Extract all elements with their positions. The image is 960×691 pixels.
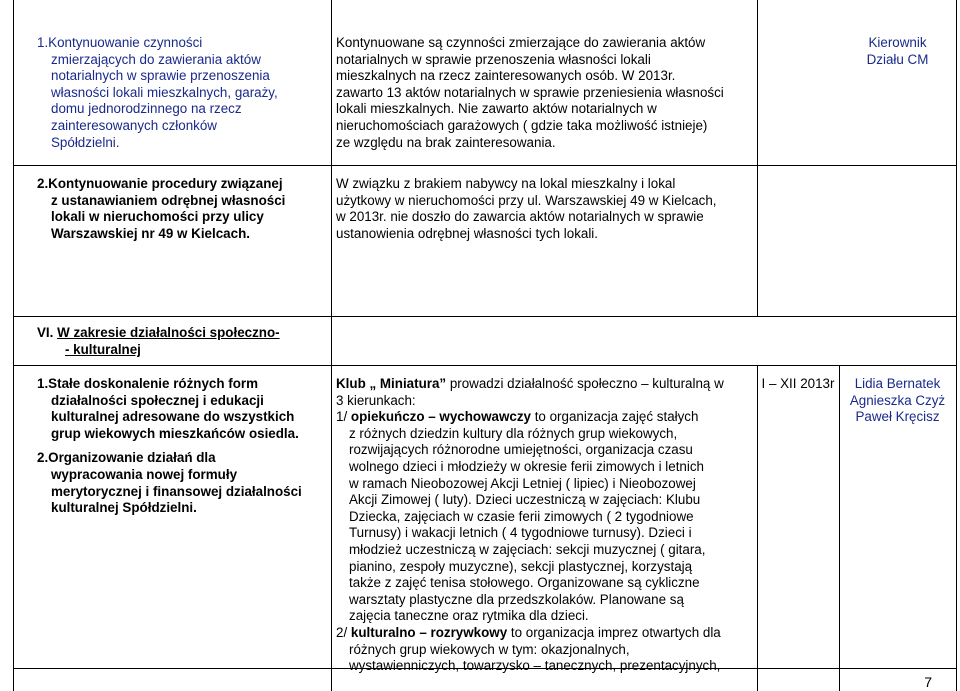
column-divider-2b: [757, 365, 758, 691]
description-2: W związku z brakiem nabywcy na lokal mieszkalny i lokal użytkowy w nieruchomości przy ul. Warszawskiej 49 w Kielcach, w 2013r. nie doszło do zawarcia aktów notarialnych w sprawie ustanowienia odrębnej własności tych lokali.: [336, 176, 717, 241]
row-divider-3: [13, 365, 957, 366]
task-2: 2.Kontynuowanie procedury związanej z ustanawianiem odrębnej własności lokali w nieruchomości przy ulicy Warszawskiej nr 49 w Kielcach.: [37, 176, 286, 241]
responsible-people: Lidia Bernatek Agnieszka Czyż Paweł Kręcisz: [849, 376, 946, 425]
table-border-right: [956, 0, 957, 691]
responsible-1: Kierownik Działu CM: [866, 35, 929, 67]
period: I – XII 2013r: [761, 376, 835, 391]
row-divider-2: [13, 316, 957, 317]
page-number: 7: [924, 674, 932, 690]
description-1: Kontynuowane są czynności zmierzające do zawierania aktów notarialnych w sprawie przenoszenia własności lokali mieszkalnych na rzecz zainteresowanych osób. W 2013r. zawarto 13 aktów notarialnych w sprawie przeniesienia własności lokali mieszkalnych. Nie zawarto aktów notarialnych w nieruchomościach garażowych ( gdzie taka możliwość istnieje) ze względu na brak zainteresowania.: [336, 35, 724, 150]
column-divider-2: [757, 0, 758, 316]
task-3: 1.Stałe doskonalenie różnych form działalności społecznej i edukacji kulturalnej adresowane do wszystkich grup wiekowych mieszkańców osiedla. 2.Organizowanie działań dla wypracowania nowej formuły merytorycznej i finansowej działalności kulturalnej Spółdzielni.: [37, 376, 302, 516]
task-1: 1.Kontynuowanie czynności zmierzających do zawierania aktów notarialnych w sprawie przenoszenia własności lokali mieszkalnych, garaży, domu jednorodzinnego na rzecz zainteresowanych członków Spółdzielni.: [37, 35, 278, 150]
column-divider-1: [331, 0, 332, 691]
club-name: Klub „ Miniatura”: [336, 376, 447, 391]
section-heading: VI. W zakresie działalności społeczno- - kulturalnej: [37, 325, 280, 357]
description-3: Klub „ Miniatura” prowadzi działalność społeczno – kulturalną w 3 kierunkach: 1/ opiekuńczo – wychowawczy to organizacja zajęć stałych z różnych dziedzin kultury dla różnych grup wiekowych, rozwijających różnorodne umiejętności, organizacja czasu wolnego dzieci i młodzieży w okresie ferii zimowych i letnich w ramach Nieobozowej Akcji Letniej ( lipiec) i Nieobozowej Akcji Zimowej ( luty). Dzieci uczestniczą w zajęciach: Klubu Dziecka, zajęciach w czasie ferii zimowych ( 2 tygodniowe Turnusy) i wakacji letnich ( 4 tygodniowe turnusy). Dzieci i młodzież uczestniczą w zajęciach: sekcji muzycznej ( gitara, pianino, zespoły muzyczne), sekcji plastycznej, korzystają także z zajęć tenisa stołowego. Organizowane są cykliczne warsztaty plastyczne dla przedszkolaków. Planowane są zajęcia taneczne oraz rytmika dla dzieci. 2/ kulturalno – rozrywkowy to organizacja imprez otwartych dla różnych grup wiekowych w tym: okazjonalnych, wystawienniczych, towarzysko – tanecznych, prezentacyjnych,: [336, 376, 724, 674]
table-border-left: [13, 0, 14, 691]
row-divider-1: [13, 165, 957, 166]
